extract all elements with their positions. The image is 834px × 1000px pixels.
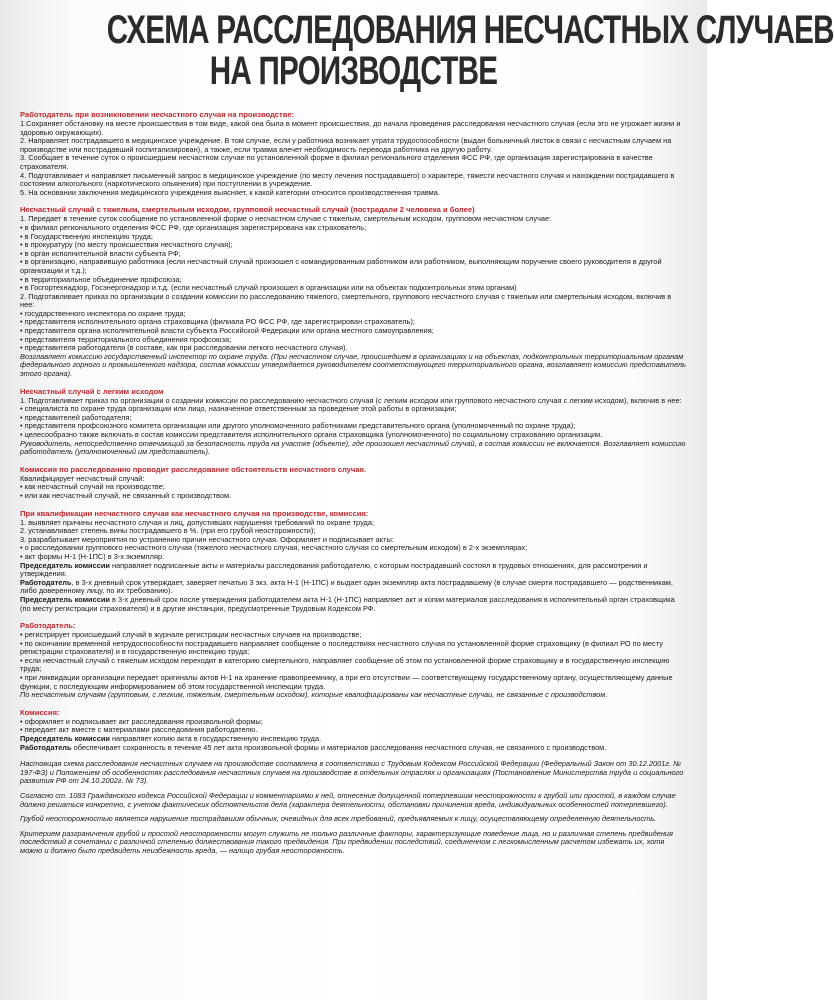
line-text: • представителя профсоюзного комитета организации или другого уполномоченного работниками представительного органа (уполномоченный по охране труда); — [20, 421, 576, 431]
line-text: 1.Сохраняет обстановку на месте происшествия в том виде, какой она была в момент происшествия, до начала проведения расследования несчастного случая (если это не угрожает жизни и здоровью окружающих). — [20, 119, 681, 137]
section-line — [20, 674, 687, 691]
line-lead: Работодатель — [20, 742, 72, 752]
line-text: в 3-х дневный срок после утверждения работодателем акта Н-1 (Н-1ПС) направляет акт и копии материалов расследования в исполнительный орган страховщика (по месту регистрации страхователя) и в другие инстанции, предусмотренные Трудовым Кодексом РФ. — [20, 594, 675, 613]
line-text: • в организацию, направившую работника (если несчастный случай произошел с командированным работником или работником, выполняющим поручение своего руководителя в другой организации и т.д.); — [20, 257, 662, 275]
poster-body — [20, 110, 687, 856]
section-line — [20, 172, 687, 189]
section — [20, 465, 687, 501]
line-text: Руководитель, непосредственно отвечающий за безопасность труда на участке (объекте), где произошел несчастный случай, в состав комиссии не включается. Возглавляет комиссию работодатель (уполномоченный им представитель). — [20, 438, 686, 457]
section-line — [20, 293, 687, 310]
section-line — [20, 492, 687, 501]
line-lead: Председатель комиссии — [20, 560, 110, 570]
section-line — [20, 579, 687, 596]
section — [20, 621, 687, 700]
section-line — [20, 744, 687, 753]
line-text: 1. выявляет причины несчастного случая и лиц, допустивших нарушения требований по охране труда; — [20, 517, 375, 527]
section-line — [20, 120, 687, 137]
section — [20, 387, 687, 457]
line-text: , в 3-х дневный срок утверждает, заверяет печатью 3 экз. акта Н-1 (Н-1ПС) и выдает один экземпляр акта пострадавшему (в случае смерти пострадавшего — родственникам, либо доверенному лицу, по их требованию). — [20, 577, 673, 596]
line-lead: Работодатель — [20, 577, 72, 587]
section-line — [20, 562, 687, 579]
line-text: • если несчастный случай с тяжелым исходом переходит в категорию смертельного, направляет сообщение об этом по установленной форме страховщику и в государственную инспекцию труда; — [20, 655, 670, 674]
section-line — [20, 596, 687, 613]
line-text: • оформляет и подписывает акт расследования произвольной формы; — [20, 716, 263, 726]
section-line — [20, 691, 687, 700]
footnote: Настоящая схема расследования несчастных случаев на производстве составлена в соответствии с Трудовым Кодексом Российской Федерации (Федеральный Закон от 30.12.2001г. № 197-ФЗ) и Положением об особенностях расследования несчастных случаев на производстве в отдельных отраслях и организациях (Постановление Министерства труда и социального развития РФ от 24.10.2002г. № 73). — [20, 759, 684, 786]
line-text: • целесообразно также включать в состав комиссии представителя исполнительного органа страховщика (уполномоченного) по социальному страхованию организации. — [20, 430, 603, 439]
section-line — [20, 440, 687, 457]
line-text: Квалифицирует несчастный случай: — [20, 473, 145, 483]
line-text: • представителя органа исполнительной власти субъекта Российской Федерации или органа местного самоуправления; — [20, 326, 434, 336]
section-heading: Работодатель при возникновении несчастного случая на производстве: — [20, 110, 295, 119]
line-text: направляет подписанные акты и материалы расследования работодателю, с которым пострадавший состоял в трудовых отношениях, для рассмотрения и утверждения. — [20, 560, 648, 579]
line-text: • в территориальное объединение профсоюза; — [20, 274, 182, 284]
section — [20, 110, 687, 197]
title-line-2: НА ПРОИЗВОДСТВЕ — [209, 49, 498, 93]
line-text: Возглавляет комиссию государственный инспектор по охране труда. (При несчастном случае, происшедшем в организациях и на объектах, подконтрольных территориальным органам федерального горного и промышленного надзора, состав комиссии утверждается руководителем соответствующего территориального органа, возглавляет комиссию представитель этого органа). — [20, 351, 686, 379]
line-text: • или как несчастный случай, не связанный с производством. — [20, 490, 232, 500]
line-text: • передает акт вместе с материалами расследования работодателю. — [20, 725, 258, 735]
line-text: 3. Сообщает в течение суток о происшедшем несчастном случае по установленной форме в филиал регионального отделения ФСС РФ, где организация зарегистрирована в качестве страхователя. — [20, 153, 653, 171]
line-text: 2. Направляет пострадавшего в медицинское учреждение. В том случае, если у работника возникает утрата трудоспособности (выдан больничный листок в связи с несчастным случаем на производстве или пострадавший госпитализирован), а также, если травма влечет необходимость перевода работника на другую работу. — [20, 136, 672, 154]
line-text: 3. разрабатывает мероприятия по устранению причин несчастного случая. Оформляет и подписывает акты: — [20, 534, 394, 544]
line-text: 4. Подготавливает и направляет письменный запрос в медицинское учреждение (по месту лечения пострадавшего) о характере, тяжести несчастного случая и нахождении пострадавшего в состоянии алкогольного (наркотического опьянения) при поступлении в учреждение. — [20, 170, 675, 189]
line-lead: Председатель комиссии — [20, 734, 110, 744]
line-text: • о расследовании группового несчастного случая (тяжелого несчастного случая, несчастного случая со смертельным исходом) в 2-х экземплярах; — [20, 543, 528, 553]
line-text: • специалиста по охране труда организации или лицо, назначенное ответственным за проведение этой работы в организации; — [20, 404, 457, 414]
line-text: • представителя исполнительного органа страховщика (филиала РО ФСС РФ, где зарегистрирован страхователь); — [20, 317, 415, 327]
line-text: • регистрирует происшедший случай в журнале регистрации несчастных случаев на производстве; — [20, 630, 362, 640]
line-text: • представителя территориального объединения профсоюза; — [20, 334, 232, 344]
section-line — [20, 353, 687, 379]
section — [20, 708, 687, 752]
line-text: 1. Подготавливает приказ по организации о создании комиссии по расследованию несчастного случая (с легким исходом или группового несчастного случая с легким исходом), включив в нее: — [20, 395, 682, 405]
section-line — [20, 154, 687, 171]
section-heading: Комиссия по расследованию проводит расследование обстоятельств несчастного случая. — [20, 464, 367, 474]
line-text: • государственного инспектора по охране труда; — [20, 308, 186, 318]
footnote: Грубой неосторожностью является нарушение пострадавшим обычных, очевидных для всех требований, предъявляемых к лицу, осуществляющему определенную деятельность. — [20, 814, 657, 824]
line-text: обеспечивает сохранность в течение 45 лет акта произвольной формы и материалов расследования несчастного случая, не связанного с производством. — [71, 742, 607, 752]
title-line-1: СХЕМА РАССЛЕДОВАНИЯ НЕСЧАСТНЫХ СЛУЧАЕВ — [106, 8, 834, 52]
section-heading: Несчастный случай с легким исходом — [20, 386, 164, 396]
line-text: • по окончании временной нетрудоспособности пострадавшего направляет сообщение о последствиях несчастного случая по установленной форме страховщику (в филиал РО по месту регистрации страхователя) и в государственную инспекцию труда; — [20, 638, 663, 657]
line-text: • при ликвидации организации передает оригиналы актов Н-1 на хранение правопреемнику, а при его отсутствии — соответствующему государственному органу, осуществляющему данные функции, с последующим информированием об этом государственной инспекции труда. — [20, 673, 673, 691]
line-text: • в орган исполнительной власти субъекта РФ; — [20, 248, 181, 258]
line-lead: Председатель комиссии — [20, 594, 110, 604]
line-text: • представителей работодателя; — [20, 412, 132, 422]
section-line — [20, 137, 687, 154]
line-text: • как несчастный случай на производстве; — [20, 482, 165, 492]
line-text: 2. устанавливает степень вины пострадавшего в %. (при его грубой неосторожности); — [20, 526, 316, 536]
poster-title — [106, 8, 834, 93]
section-line — [20, 640, 687, 657]
section — [20, 205, 687, 378]
line-text: • представителя работодателя (в составе, как при расследовании легкого несчастного случая). — [20, 343, 348, 353]
section-heading: Комиссия: — [20, 707, 60, 717]
section-line — [20, 189, 687, 198]
line-text: • в прокуратуру (по месту происшествия несчастного случая); — [20, 240, 233, 250]
section — [20, 509, 687, 614]
line-text: • акт формы Н-1 (Н-1ПС) в 3-х экземпляр. — [20, 551, 165, 561]
line-text: 1. Передает в течение суток сообщение по установленной форме о несчастном случае с тяжелым, смертельным исходом, групповом несчастном случае: — [20, 214, 552, 224]
line-text: 5. На основании заключения медицинского учреждения выясняет, к какой категории относится производственная травма. — [20, 187, 440, 197]
footnote: Согласно ст. 1083 Гражданского кодекса Российской Федерации и комментариями к ней, отнесение допущенной потерпевшим неосторожности к грубой или простой, в каждом случае должно решаться конкретно, с учетом фактических обстоятельств дела (характера деятельности, обстановки причинения вреда, индивидуальных особенностей потерпевшего). — [20, 791, 676, 809]
line-text: направляет копию акта в государственную инспекцию труда. — [109, 734, 322, 744]
line-text: • в Госгортехнадзор, Госэнергонадзор и.т.д. (если несчастный случай произошел в организации или на объектах подконтрольных этим органам) — [20, 283, 517, 293]
line-text: • в филиал регионального отделения ФСС РФ, где организация зарегистрирована как страхователь; — [20, 222, 367, 232]
footnotes — [20, 760, 687, 855]
footnote: Критерием разграничения грубой и простой неосторожности могут служить не только различные факторы, характеризующие поведение лица, но и различная степень предвидения последствий в сочетании с различной степенью должествования такого предвидения. При предвидении последствий, соединенном с легкомысленным расчетом избежать их, хотя можно и должно было предвидеть неизбежность вреда, — налицо грубая неосторожность. — [20, 828, 673, 855]
line-text: По несчастным случаям (групповым, с легким, тяжелым, смертельным исходом), которые квалифицированы как несчастные случаи, не связанные с производством. — [20, 690, 608, 700]
section-heading: Работодатель: — [20, 621, 76, 631]
line-text: 2. Подготавливает приказ по организации о создании комиссии по расследованию тяжелого, смертельного, группового несчастного случая с тяжелым или смертельным исходом, включив в нее: — [20, 291, 672, 310]
section-heading: Несчастный случай с тяжелым, смертельным исходом, групповой несчастный случай (пострадали 2 человека и более) — [20, 205, 475, 215]
section-line — [20, 258, 687, 275]
section-heading: При квалификации несчастного случая как несчастного случая на производстве, комиссия: — [20, 508, 369, 518]
section-line — [20, 657, 687, 674]
line-text: • в Государственную инспекцию труда; — [20, 231, 153, 241]
